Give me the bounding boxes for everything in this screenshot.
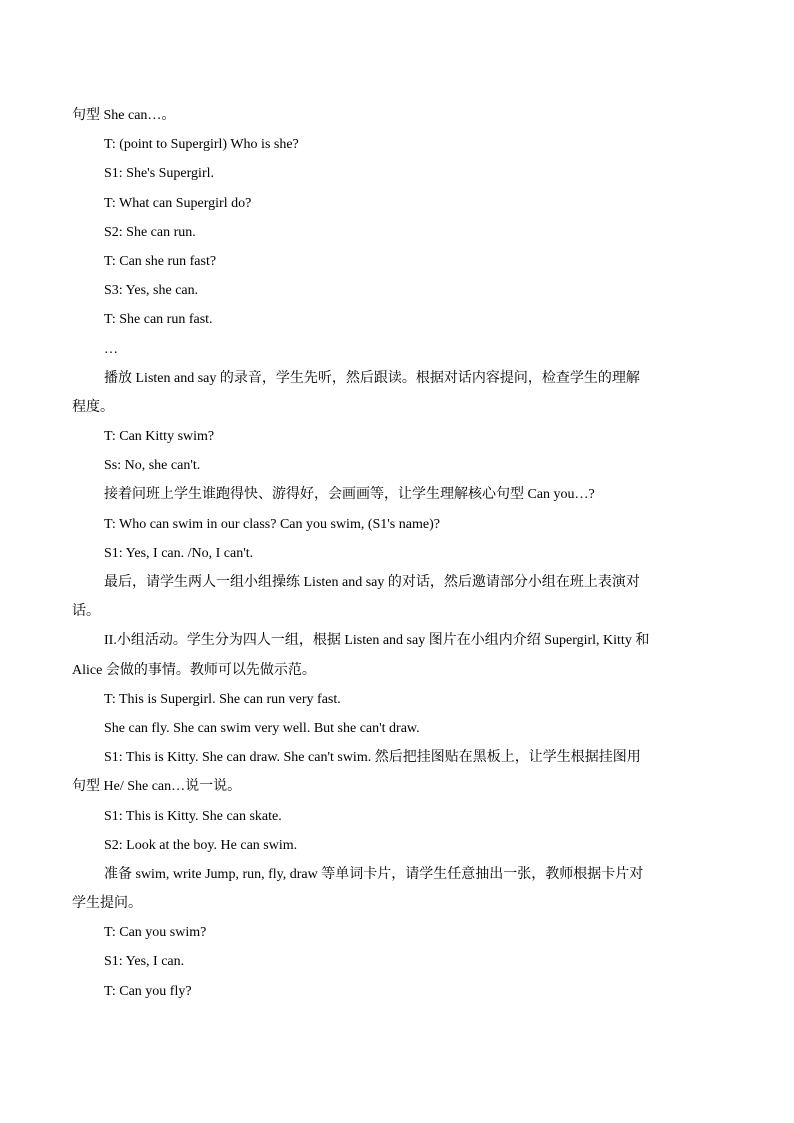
text-line: Ss: No, she can't. bbox=[104, 458, 201, 474]
text-line: T: Can you swim? bbox=[104, 925, 207, 941]
text-line: T: (point to Supergirl) Who is she? bbox=[104, 137, 299, 153]
text-line: S1: Yes, I can. /No, I can't. bbox=[104, 545, 254, 561]
text-line: S2: She can run. bbox=[104, 224, 196, 240]
text-line: S3: Yes, she can. bbox=[104, 283, 199, 299]
text-line: T: Who can swim in our class? Can you swim, (S1's name)? bbox=[104, 516, 440, 532]
text-line: 话。 bbox=[72, 604, 100, 620]
text-line: T: What can Supergirl do? bbox=[104, 195, 252, 211]
text-line: 学生提问。 bbox=[72, 896, 142, 912]
text-line: She can fly. She can swim very well. But she can't draw. bbox=[104, 720, 420, 736]
text-line: 准备 swim, write Jump, run, fly, draw 等单词卡片，请学生任意抽出一张，教师根据卡片对 bbox=[104, 866, 644, 882]
text-line: 接着问班上学生谁跑得快、游得好，会画画等，让学生理解核心句型 Can you…? bbox=[104, 487, 595, 503]
text-line: S2: Look at the boy. He can swim. bbox=[104, 837, 298, 853]
text-line: … bbox=[104, 341, 118, 357]
text-line: S1: This is Kitty. She can draw. She can't swim. 然后把挂图贴在黑板上，让学生根据挂图用 bbox=[104, 750, 641, 766]
document-page bbox=[72, 101, 722, 1006]
text-line: S1: This is Kitty. She can skate. bbox=[104, 808, 282, 824]
text-line: 句型 He/ She can…说一说。 bbox=[72, 779, 242, 795]
text-line: S1: She's Supergirl. bbox=[104, 166, 214, 182]
text-line: T: She can run fast. bbox=[104, 312, 213, 328]
text-line: T: This is Supergirl. She can run very fast. bbox=[104, 691, 341, 707]
text-line: 播放 Listen and say 的录音，学生先听，然后跟读。根据对话内容提问，检查学生的理解 bbox=[104, 370, 640, 386]
text-line: Alice 会做的事情。教师可以先做示范。 bbox=[72, 662, 316, 678]
text-line: II.小组活动。学生分为四人一组，根据 Listen and say 图片在小组内介绍 Supergirl, Kitty 和 bbox=[104, 633, 650, 649]
text-line: T: Can you fly? bbox=[104, 983, 192, 999]
text-line: 句型 She can…。 bbox=[72, 108, 176, 123]
text-line: T: Can she run fast? bbox=[104, 253, 217, 269]
text-line: T: Can Kitty swim? bbox=[104, 429, 215, 445]
text-line: 程度。 bbox=[72, 399, 114, 415]
text-line: S1: Yes, I can. bbox=[104, 954, 185, 970]
text-line: 最后，请学生两人一组小组操练 Listen and say 的对话，然后邀请部分小组在班上表演对 bbox=[104, 575, 640, 590]
